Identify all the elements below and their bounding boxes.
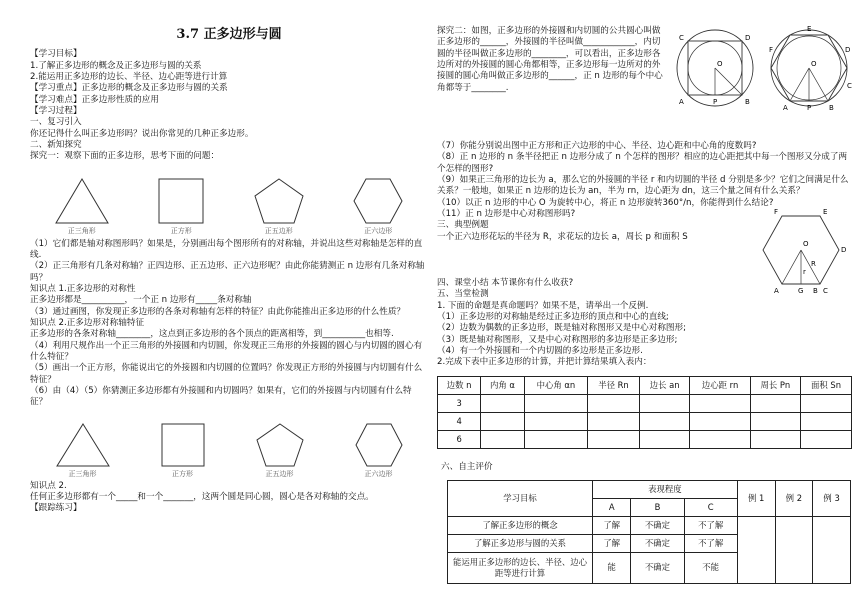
cell-empty[interactable]: [690, 395, 750, 413]
cell-empty[interactable]: [750, 395, 800, 413]
cell-empty[interactable]: [524, 395, 587, 413]
eval-c-header: C: [684, 499, 737, 517]
fig-label-r-upper: R: [811, 260, 816, 268]
eval-a[interactable]: 能: [593, 553, 631, 584]
cell-empty[interactable]: [481, 431, 525, 449]
text-line: （2）正三角形有几条对称轴？正四边形、正五边形、正六边形呢？由此你能猜测正 n 边形有几条对称轴吗？: [30, 261, 425, 283]
text-line: 二、新知探究: [30, 139, 82, 150]
explore2-text: 探究二：如图，正多边形的外接圆和内切圆的公共圆心叫做正多边形的______，外接圆的半径叫做____________，内切圆的半径叫做正多边形的________，可以看出，正多边形各边所对的外接圆的圆心角都相等，正多边形每一边所对的外接圆的圆心角叫做正多边形的______，正 n 边形的每个中心角都等于________.: [437, 26, 663, 93]
eval-b[interactable]: 不确定: [631, 535, 684, 553]
triangle-figure-2: [55, 422, 111, 479]
text-line: 2.完成下表中正多边形的计算，并把计算结果填入表内：: [437, 357, 652, 368]
fig-label-o: O: [717, 60, 723, 68]
th-n: 边数 n: [438, 377, 481, 395]
text-line: 探究一：观察下面的正多边形，思考下面的问题：: [30, 151, 220, 162]
th-apothem: 边心距 rn: [690, 377, 750, 395]
fig-label-d: D: [845, 46, 851, 54]
text-line: 【学习目标】: [30, 49, 82, 60]
table-row: [438, 413, 852, 431]
shape-row-1: [30, 167, 428, 237]
fig-label-p: P: [713, 98, 718, 106]
cell-n: 3: [438, 395, 481, 413]
text-line: 【学习难点】正多边形性质的应用: [30, 94, 159, 105]
eval-ex1-header: 例 1: [737, 481, 775, 517]
fig-label-c: C: [823, 287, 828, 295]
text-line: （5）画出一个正方形，你能说出它的外接圆和内切圆的位置吗？你发现正方形的外接圆与内切圆有什么特征？: [30, 363, 423, 385]
text-line: （3）通过画图，你发现正多边形的各条对称轴有怎样的特征？由此你能推出正多边形的什么性质？: [30, 306, 406, 317]
explore2-block: [437, 26, 852, 141]
square-figure-2: [160, 422, 206, 479]
cell-empty[interactable]: [481, 413, 525, 431]
fig-label-r-lower: r: [803, 268, 806, 276]
cell-empty[interactable]: [801, 431, 852, 449]
cell-empty[interactable]: [690, 413, 750, 431]
shape-label: 正五边形: [264, 227, 293, 236]
fig-label-e: E: [823, 208, 828, 216]
cell-empty[interactable]: [639, 395, 690, 413]
square-circles-figure: [675, 24, 761, 114]
text-line: （9）如果正三角形的边长为 a，那么它的外接圆的半径 r 和内切圆的半径 d 分别是多少？它们之间满足什么关系？一般地，如果正 n 边形的边长为 an，半为 rn，边心距为 dn，这三个量之间有什么关系？: [437, 175, 849, 197]
hexagon-figure-2: [354, 422, 404, 479]
fig-label-d: D: [841, 246, 847, 254]
text-line: 2.能运用正多边形的边长、半径、边心距等进行计算: [30, 71, 228, 82]
th-perimeter: 周长 Pn: [750, 377, 800, 395]
fig-label-c: C: [679, 34, 684, 42]
shape-label: 正三角形: [67, 227, 96, 236]
cell-empty[interactable]: [524, 413, 587, 431]
fig-label-a: A: [783, 104, 788, 112]
cell-empty[interactable]: [588, 395, 640, 413]
eval-goal-header: 学习目标: [448, 481, 593, 517]
questions-section: [30, 239, 428, 409]
cell-empty[interactable]: [639, 431, 690, 449]
fig-label-a: A: [774, 287, 779, 295]
fig-label-f: F: [769, 46, 774, 54]
eval-a-header: A: [593, 499, 631, 517]
text-line: 知识点 1.正多边形的对称性: [30, 283, 136, 294]
text-line: 【学习重点】正多边形的概念及正多边形与圆的关系: [30, 83, 228, 94]
th-radius: 半径 Rn: [588, 377, 640, 395]
fig-label-o: O: [803, 240, 809, 248]
right-column: [437, 0, 852, 578]
text-line: 任何正多边形都有一个_____和一个_______，这两个圆是同心圆，圆心是各对称轴的交点。: [30, 492, 374, 503]
eval-c[interactable]: 不了解: [684, 517, 737, 535]
text-line: （7）你能分别说出图中正方形和正六边形的中心、半径、边心距和中心角的度数吗?: [437, 141, 757, 151]
eval-b-header: B: [631, 499, 684, 517]
text-line: （4）有一个外接圆和一个内切圆的多边形是正多边形.: [437, 346, 643, 357]
summary-section: [437, 278, 852, 369]
th-angle: 内角 α: [481, 377, 525, 395]
text-line: 【跟踪练习】: [30, 503, 82, 514]
text-line: （2）边数为偶数的正多边形，既是轴对称图形又是中心对称图形;: [437, 323, 686, 334]
pentagon-figure-2: [255, 422, 305, 479]
left-column: [30, 0, 428, 515]
fig-label-b: B: [813, 287, 818, 295]
eval-c[interactable]: 不能: [684, 553, 737, 584]
eval-ex2-cell[interactable]: [775, 517, 813, 584]
th-central: 中心角 αn: [524, 377, 587, 395]
text-line: （4）利用尺规作出一个正三角形的外接圆和内切圆，你发现正三角形的外接圆的圆心与内切圆的圆心有什么特征？: [30, 340, 423, 363]
hexagon-circles-figure: [767, 22, 853, 114]
square-figure: [157, 177, 205, 236]
fig-label-a: A: [679, 98, 684, 106]
eval-goal: 了解正多边形与圆的关系: [448, 535, 593, 553]
cell-empty[interactable]: [801, 413, 852, 431]
text-line: 知识点 2.正多边形对称轴特征: [30, 318, 145, 328]
pentagon-figure: [253, 177, 305, 236]
text-line: 1. 下面的命题是真命题吗？如果不是，请举出一个反例.: [437, 300, 649, 311]
eval-ex3-cell[interactable]: [813, 517, 851, 584]
eval-c[interactable]: 不了解: [684, 535, 737, 553]
text-line: （10）以正 n 边形的中心 O 为旋转中心，将正 n 边形旋转360°/n，你能得到什么结论?: [437, 197, 774, 208]
text-line: 正多边形都是__________，一个正 n 边形有_____条对称轴: [30, 295, 252, 306]
fig-label-e: E: [807, 25, 812, 33]
fig-label-f: F: [774, 208, 779, 216]
text-line: 一、复习引入: [30, 117, 82, 128]
fig-label-g: G: [798, 287, 804, 295]
text-line: 五、当堂检测: [437, 289, 489, 300]
cell-empty[interactable]: [750, 431, 800, 449]
fig-label-d: D: [745, 34, 751, 42]
cell-empty[interactable]: [524, 431, 587, 449]
eval-a[interactable]: 了解: [593, 517, 631, 535]
cell-empty[interactable]: [750, 413, 800, 431]
text-line: 你还记得什么叫正多边形吗？说出你常见的几种正多边形。: [30, 128, 254, 139]
text-line: （6）由（4）（5）你猜测正多边形都有外接圆和内切圆吗？如果有，它们的外接圆与内切圆有什么特征？: [30, 386, 412, 408]
eval-goal: 了解正多边形的概念: [448, 517, 593, 535]
shape-label: 正五边形: [265, 469, 294, 478]
cell-empty[interactable]: [481, 395, 525, 413]
eval-b[interactable]: 不确定: [631, 517, 684, 535]
page-title: 3.7 正多边形与圆: [176, 27, 282, 42]
shape-label: 正六边形: [364, 227, 393, 236]
table-row: [438, 395, 852, 413]
text-line: 三、典型例题: [437, 220, 489, 231]
th-area: 面积 Sn: [801, 377, 852, 395]
cell-n: 6: [438, 431, 481, 449]
shape-label: 正方形: [172, 469, 193, 478]
fig-label-b: B: [745, 98, 750, 106]
cell-empty[interactable]: [690, 431, 750, 449]
cell-empty[interactable]: [588, 413, 640, 431]
shape-label: 正方形: [170, 227, 192, 236]
text-line: 【学习过程】: [30, 105, 82, 116]
triangle-figure: [54, 177, 110, 236]
self-eval-title: 六、自主评价: [441, 462, 493, 472]
text-line: 正多边形的各条对称轴________，这点到正多边形的各个顶点的距离相等，到__________也相等.: [30, 329, 394, 340]
text-line: 一个正六边形花坛的半径为 R，求花坛的边长 a，周长 p 和面积 S: [437, 231, 688, 242]
eval-goal: 能运用正多边形的边长、半径、边心距等进行计算: [448, 553, 593, 584]
text-line: （1）正多边形的对称轴是经过正多边形的顶点和中心的直线;: [437, 312, 669, 323]
text-line: 1.了解正多边形的概念及正多边形与圆的关系: [30, 60, 202, 71]
knowledge-point-section: [30, 481, 428, 515]
cell-empty[interactable]: [801, 395, 852, 413]
eval-ex3-header: 例 3: [813, 481, 851, 517]
text-line: （3）既是轴对称图形，又是中心对称图形的多边形是正多边形;: [437, 334, 678, 345]
cell-empty[interactable]: [588, 431, 640, 449]
shape-row-2: [30, 413, 428, 479]
table-row: [448, 517, 851, 535]
eval-b[interactable]: 不确定: [631, 553, 684, 584]
fig-label-o: O: [811, 60, 817, 68]
text-line: 知识点 2.: [30, 480, 67, 491]
fig-label-c: C: [847, 82, 852, 90]
eval-table: [447, 480, 851, 584]
cell-n: 4: [438, 413, 481, 431]
calc-header-row: [438, 377, 852, 395]
fig-label-b: B: [829, 104, 834, 112]
shape-label: 正六边形: [364, 469, 393, 478]
intro-section: [30, 49, 428, 162]
eval-level-header: 表现程度: [593, 481, 738, 499]
shape-label: 正三角形: [68, 469, 97, 478]
eval-ex1-cell[interactable]: [737, 517, 775, 584]
eval-a[interactable]: 了解: [593, 535, 631, 553]
table-row: [438, 431, 852, 449]
text-line: （8）正 n 边形的 n 条半径把正 n 边形分成了 n 个怎样的图形？相应的边心距把其中每一个图形又分成了两个怎样的图形?: [437, 152, 848, 174]
text-line: （1）它们都是轴对称图形吗？如果是，分别画出每个图形所有的对称轴，并说出这些对称轴是怎样的直线.: [30, 238, 423, 260]
hexagon-figure: [352, 177, 404, 236]
fig-label-p: P: [807, 104, 812, 112]
eval-ex2-header: 例 2: [775, 481, 813, 517]
calc-table: [437, 376, 852, 449]
th-side: 边长 an: [639, 377, 690, 395]
text-line: 四、课堂小结 本节课你有什么收获?: [437, 278, 574, 288]
text-line: （11）正 n 边形是中心对称图形吗?: [437, 209, 576, 220]
cell-empty[interactable]: [639, 413, 690, 431]
